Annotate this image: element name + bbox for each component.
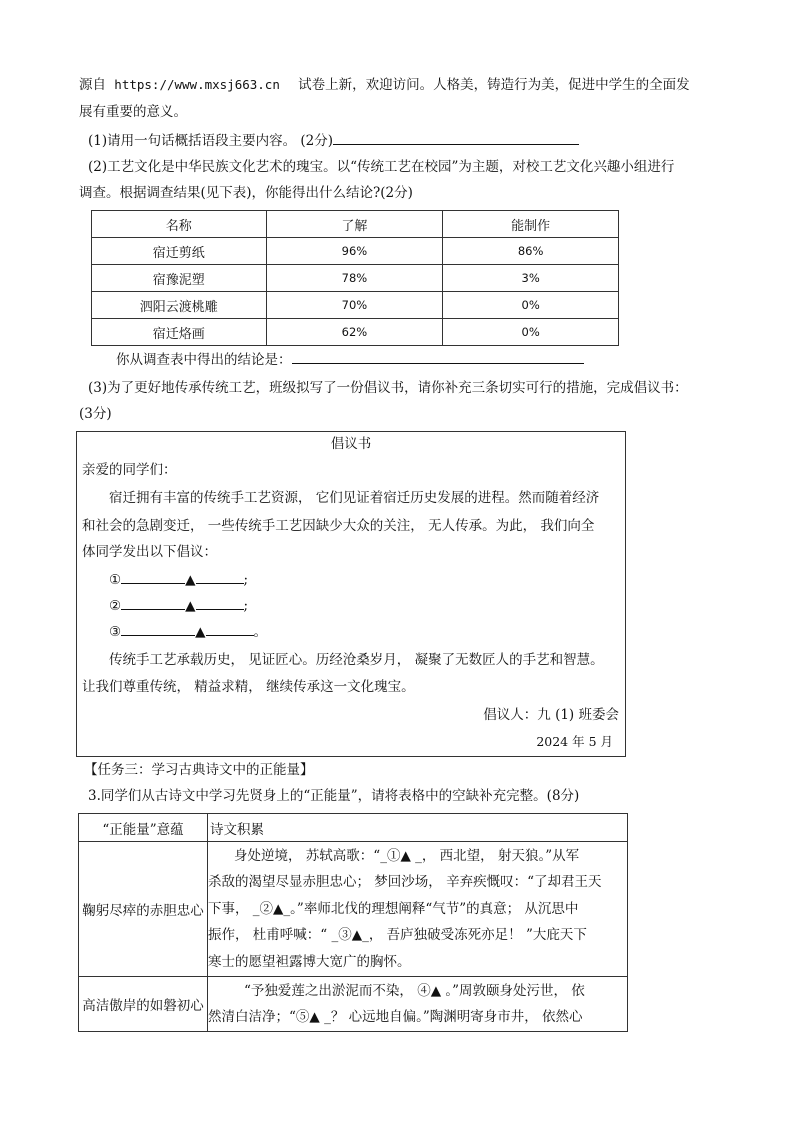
proposal-box bbox=[76, 431, 626, 757]
proposal-item-1 bbox=[109, 569, 248, 590]
proposal-closing-2: 让我们尊重传统， 精益求精， 继续传承这一文化瑰宝。 bbox=[82, 679, 415, 695]
table-row bbox=[92, 238, 619, 265]
poetry-line: 杀敌的渴望尽显赤胆忠心； 梦回沙场， 辛弃疾慨叹：“了却君王天 bbox=[208, 874, 602, 891]
source-url[interactable]: https://www.mxsj663.cn bbox=[114, 77, 280, 92]
table-row bbox=[92, 292, 619, 319]
item-end: 。 bbox=[253, 624, 267, 640]
q2-line-1: (2)工艺文化是中华民族文化艺术的瑰宝。以“传统工艺在校园”为主题，对校工艺文化兴趣小组进行 bbox=[88, 159, 675, 175]
table-cell: 78% bbox=[266, 265, 443, 292]
source-prefix: 源自 bbox=[79, 77, 106, 93]
poetry-text bbox=[208, 977, 628, 1032]
item-blank[interactable] bbox=[121, 595, 185, 610]
row-label: 高洁傲岸的如磐初心 bbox=[79, 977, 208, 1032]
table-cell: 62% bbox=[266, 319, 443, 346]
item-blank[interactable] bbox=[196, 569, 244, 584]
item-mark: ▲ bbox=[185, 572, 196, 588]
table-cell: 泗阳云渡桃雕 bbox=[92, 292, 267, 319]
q3-line-1: (3)为了更好地传承传统工艺，班级拟写了一份倡议书，请你补充三条切实可行的措施，完成倡议书： bbox=[88, 380, 688, 396]
poetry-line: 下事， _②▲_。”率师北伐的理想阐释“气节”的真意； 从沉思中 bbox=[208, 900, 579, 917]
item-end: ; bbox=[243, 598, 249, 614]
conclusion-blank[interactable] bbox=[292, 349, 584, 364]
item-number: ③ bbox=[109, 624, 122, 640]
table-cell: 宿迁剪纸 bbox=[92, 238, 267, 265]
proposal-item-3 bbox=[109, 621, 267, 642]
poetry-line: 身处逆境， 苏轼高歌：“_①▲ _， 西北望， 射天狼。”从军 bbox=[234, 847, 580, 864]
proposal-closing-1: 传统手工艺承载历史， 见证匠心。历经沧桑岁月， 凝聚了无数匠人的手艺和智慧。 bbox=[109, 652, 604, 668]
task3-question: 3.同学们从古诗文中学习先贤身上的“正能量”，请将表格中的空缺补充完整。(8分) bbox=[88, 788, 580, 804]
poetry-line: 振作， 杜甫呼喊：“ _③▲_， 吾庐独破受冻死亦足！ ”大庇天下 bbox=[208, 927, 587, 944]
header-text: 试卷上新，欢迎访问。人格美，铸造行为美，促进中学生的全面发 bbox=[298, 77, 690, 93]
table-header-row bbox=[79, 814, 628, 842]
item-number: ① bbox=[109, 572, 122, 588]
table-row bbox=[79, 977, 628, 1032]
item-mark: ▲ bbox=[185, 598, 196, 614]
table-header-cell: 名称 bbox=[92, 211, 267, 238]
proposal-greeting: 亲爱的同学们： bbox=[82, 462, 177, 478]
proposal-item-2 bbox=[109, 595, 248, 616]
table-row bbox=[92, 319, 619, 346]
item-mark: ▲ bbox=[195, 624, 206, 640]
proposal-body-2: 和社会的急剧变迁， 一些传统手工艺因缺少大众的关注， 无人传承。为此， 我们向全 bbox=[82, 518, 595, 534]
table-cell: 86% bbox=[443, 238, 619, 265]
table-cell: 70% bbox=[266, 292, 443, 319]
task3-heading: 【任务三：学习古典诗文中的正能量】 bbox=[84, 762, 314, 778]
item-blank[interactable] bbox=[196, 595, 244, 610]
proposal-signer: 倡议人：九 (1) 班委会 bbox=[483, 707, 619, 723]
survey-table bbox=[91, 210, 619, 346]
header-line-2: 展有重要的意义。 bbox=[79, 104, 187, 120]
proposal-body-3: 体同学发出以下倡议： bbox=[82, 544, 217, 560]
conclusion-line bbox=[116, 349, 584, 370]
table-header-row bbox=[92, 211, 619, 238]
poetry-line: 然清白洁净；“⑤▲ _？ 心远地自偏。”陶渊明寄身市井， 依然心 bbox=[208, 1009, 583, 1025]
poetry-table bbox=[78, 813, 628, 1032]
item-blank[interactable] bbox=[206, 621, 254, 636]
header-line-1 bbox=[79, 75, 690, 95]
table-cell: 0% bbox=[443, 319, 619, 346]
table-header-cell: 能制作 bbox=[443, 211, 619, 238]
table-cell: 宿豫泥塑 bbox=[92, 265, 267, 292]
q2-line-2: 调查。根据调查结果(见下表)，你能得出什么结论?(2分) bbox=[79, 185, 413, 201]
table-header-cell: 了解 bbox=[266, 211, 443, 238]
proposal-body-1: 宿迁拥有丰富的传统手工艺资源， 它们见证着宿迁历史发展的进程。然而随着经济 bbox=[109, 490, 600, 506]
q3-line-2: (3分) bbox=[79, 406, 112, 422]
poetry-line: “予独爱莲之出淤泥而不染， ④▲ 。”周敦颐身处污世， 依 bbox=[244, 983, 585, 999]
conclusion-label: 你从调查表中得出的结论是： bbox=[116, 352, 292, 368]
table-header-cell: “正能量”意蕴 bbox=[79, 814, 208, 842]
poetry-line: 寒士的愿望袒露博大宽广的胸怀。 bbox=[208, 953, 411, 970]
item-number: ② bbox=[109, 598, 122, 614]
proposal-date: 2024 年 5 月 bbox=[536, 734, 613, 749]
table-header-cell: 诗文积累 bbox=[208, 814, 628, 842]
proposal-title: 倡议书 bbox=[330, 436, 372, 452]
table-cell: 0% bbox=[443, 292, 619, 319]
item-blank[interactable] bbox=[121, 569, 185, 584]
q1-text: (1)请用一句话概括语段主要内容。 (2分) bbox=[88, 133, 334, 149]
row-label: 鞠躬尽瘁的赤胆忠心 bbox=[79, 842, 208, 977]
table-cell: 96% bbox=[266, 238, 443, 265]
poetry-text bbox=[208, 842, 628, 977]
q1-answer-blank[interactable] bbox=[333, 130, 579, 145]
item-end: ; bbox=[243, 572, 249, 588]
table-row bbox=[79, 842, 628, 977]
item-blank[interactable] bbox=[121, 621, 195, 636]
table-cell: 宿迁烙画 bbox=[92, 319, 267, 346]
table-row bbox=[92, 265, 619, 292]
q1-line bbox=[88, 130, 579, 151]
table-cell: 3% bbox=[443, 265, 619, 292]
